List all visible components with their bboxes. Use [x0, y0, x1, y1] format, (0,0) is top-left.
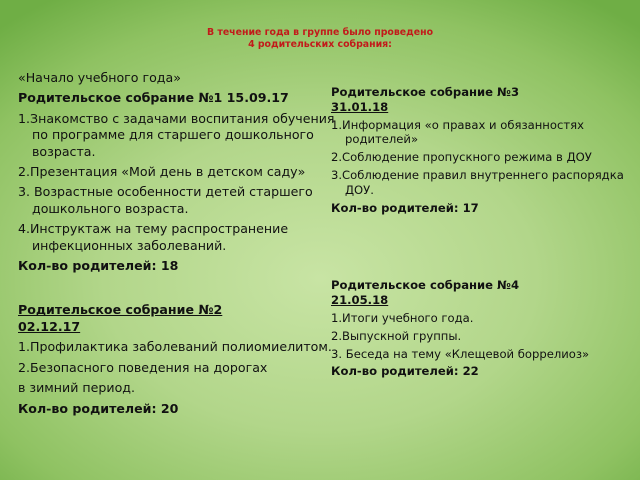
meeting-3-item: 3.Соблюдение правил внутреннего распорядка ДОУ.: [331, 167, 624, 197]
meeting-2: [18, 302, 340, 416]
meeting-2-item: в зимний период.: [18, 380, 135, 396]
meeting-2-item: 1.Профилактика заболеваний полиомиелитом.: [18, 339, 332, 355]
meeting-2-parent-count: Кол-во родителей: 20: [18, 400, 179, 416]
meeting-4: [331, 278, 631, 379]
spacer: [18, 278, 340, 302]
spacer: [331, 218, 631, 278]
meeting-1: [18, 90, 340, 274]
meeting-4-date: 21.05.18: [331, 293, 389, 308]
meeting-1-item: 2.Презентация «Мой день в детском саду»: [18, 164, 306, 180]
meeting-4-heading: Родительское собрание №4: [331, 278, 520, 293]
slide-title-line-1: В течение года в группе было проведено: [206, 27, 434, 38]
meeting-3-date: 31.01.18: [331, 99, 389, 114]
slide-title-line-2: 4 родительских собрания:: [248, 39, 392, 50]
meeting-3-item: 1.Информация «о правах и обязанностях родителей»: [331, 117, 584, 147]
right-column: [331, 85, 631, 382]
meeting-4-item: 3. Беседа на тему «Клещевой боррелиоз»: [331, 346, 590, 361]
meeting-1-item: 1.Знакомство с задачами воспитания обучения по программе для старшего дошкольного возраста.: [18, 110, 335, 159]
season-intro: «Начало учебного года»: [18, 70, 181, 85]
meeting-1-parent-count: Кол-во родителей: 18: [18, 258, 179, 274]
meeting-3-heading-block: [331, 85, 631, 115]
meeting-3-heading: Родительское собрание №3: [331, 85, 520, 99]
meeting-3-parent-count: Кол-во родителей: 17: [331, 200, 479, 215]
meeting-3: [331, 85, 631, 215]
meeting-4-parent-count: Кол-во родителей: 22: [331, 364, 479, 379]
meeting-1-item: 3. Возрастные особенности детей старшего дошкольного возраста.: [18, 184, 313, 216]
meeting-2-date: 02.12.17: [18, 318, 81, 334]
meeting-2-heading: Родительское собрание №2: [18, 302, 223, 318]
meeting-4-item: 1.Итоги учебного года.: [331, 310, 474, 325]
meeting-4-heading-block: [331, 278, 631, 308]
meeting-3-item: 2.Соблюдение пропускного режима в ДОУ: [331, 150, 592, 165]
meeting-1-heading: Родительское собрание №1 15.09.17: [18, 90, 289, 106]
meeting-1-item: 4.Инструктаж на тему распространение инфекционных заболеваний.: [18, 221, 289, 253]
meeting-4-item: 2.Выпускной группы.: [331, 328, 462, 343]
left-column: [18, 70, 340, 421]
meeting-2-item: 2.Безопасного поведения на дорогах: [18, 359, 268, 375]
slide-title: [0, 27, 640, 51]
meeting-2-heading-block: [18, 302, 340, 335]
